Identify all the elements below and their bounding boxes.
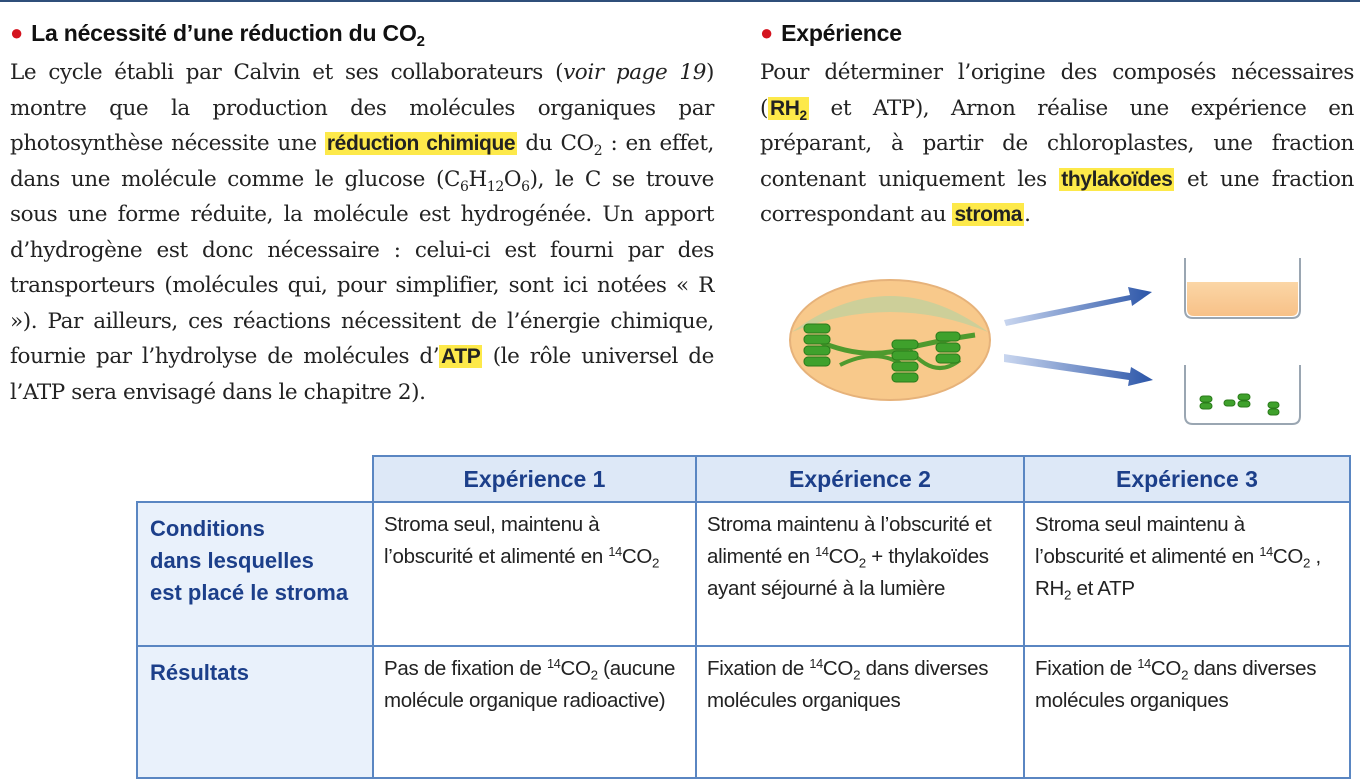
table-row	[137, 502, 1350, 646]
section-heading-reduction: ● La nécessité d’une réduction du $CO_2$	[10, 20, 425, 51]
row-label-resultats: Résultats	[137, 646, 373, 778]
highlight-reduction-chimique: réduction chimique	[326, 132, 516, 155]
top-rule	[0, 0, 1360, 2]
header-experience-1: Expérience 1	[373, 456, 696, 502]
beaker-stroma-icon	[1185, 258, 1300, 318]
row-label-conditions: Conditions dans lesquelles est placé le stroma	[137, 502, 373, 646]
beaker-thylakoides-icon	[1185, 365, 1300, 424]
cell-conditions-exp1: Stroma seul, maintenu à l’obscurité et alimenté en $^{14}CO_2$	[373, 502, 696, 646]
header-experience-3: Expérience 3	[1024, 456, 1350, 502]
arrow-up-icon	[1004, 287, 1152, 326]
highlight-rh2: $RH_2$	[770, 96, 807, 123]
experience-paragraph: Pour déterminer l’origine des composés nécessaires ($RH_2$ et ATP), Arnon réalise une expérience en préparant, à partir de chloroplastes, une fraction contenant uniquement les thylakoïdes et une fraction correspondant au stroma.	[760, 60, 1354, 227]
section-heading-experience: ● Expérience	[760, 20, 902, 46]
table-row	[137, 646, 1350, 778]
header-experience-2: Expérience 2	[696, 456, 1024, 502]
highlight-stroma: stroma	[954, 203, 1023, 226]
arrow-down-icon	[1004, 354, 1153, 386]
chloroplast-fractionation-illustration	[760, 240, 1340, 440]
cell-result-exp3: Fixation de $^{14}CO_2$ dans diverses molécules organiques	[1024, 646, 1350, 778]
highlight-atp: ATP	[441, 345, 481, 368]
cell-conditions-exp3: Stroma seul maintenu à l’obscurité et alimenté en $^{14}CO_2$ , $RH_2$ et ATP	[1024, 502, 1350, 646]
highlight-thylakoides: thylakoïdes	[1061, 167, 1173, 191]
table-corner	[137, 456, 373, 502]
cell-conditions-exp2: Stroma maintenu à l’obscurité et alimenté en $^{14}CO_2$ + thylakoïdes ayant séjourné à la lumière	[696, 502, 1024, 646]
bullet-icon: ●	[760, 20, 774, 45]
cell-result-exp2: Fixation de $^{14}CO_2$ dans diverses molécules organiques	[696, 646, 1024, 778]
bullet-icon: ●	[10, 20, 24, 45]
cell-result-exp1: Pas de fixation de $^{14}CO_2$ (aucune molécule organique radioactive)	[373, 646, 696, 778]
chloroplast-icon	[790, 280, 990, 400]
experience-table	[136, 455, 1351, 779]
reduction-paragraph: Le cycle établi par Calvin et ses collaborateurs (voir page 19) montre que la production des molécules organiques par photosynthèse nécessite une réduction chimique du $CO_2$ : en effet, dans une molécule comme le glucose $(C_6H_{12}O_6)$, le C se trouve sous une forme réduite, la molécule est hydrogénée. Un apport d’hydrogène est donc nécessaire : celui-ci est fourni par des transporteurs (molécules qui, pour simplifier, sont ici notées « R »). Par ailleurs, ces réactions nécessitent de l’énergie chimique, fournie par l’hydrolyse de molécules d’ATP (le rôle universel de l’ATP sera envisagé dans le chapitre 2).	[10, 60, 714, 405]
